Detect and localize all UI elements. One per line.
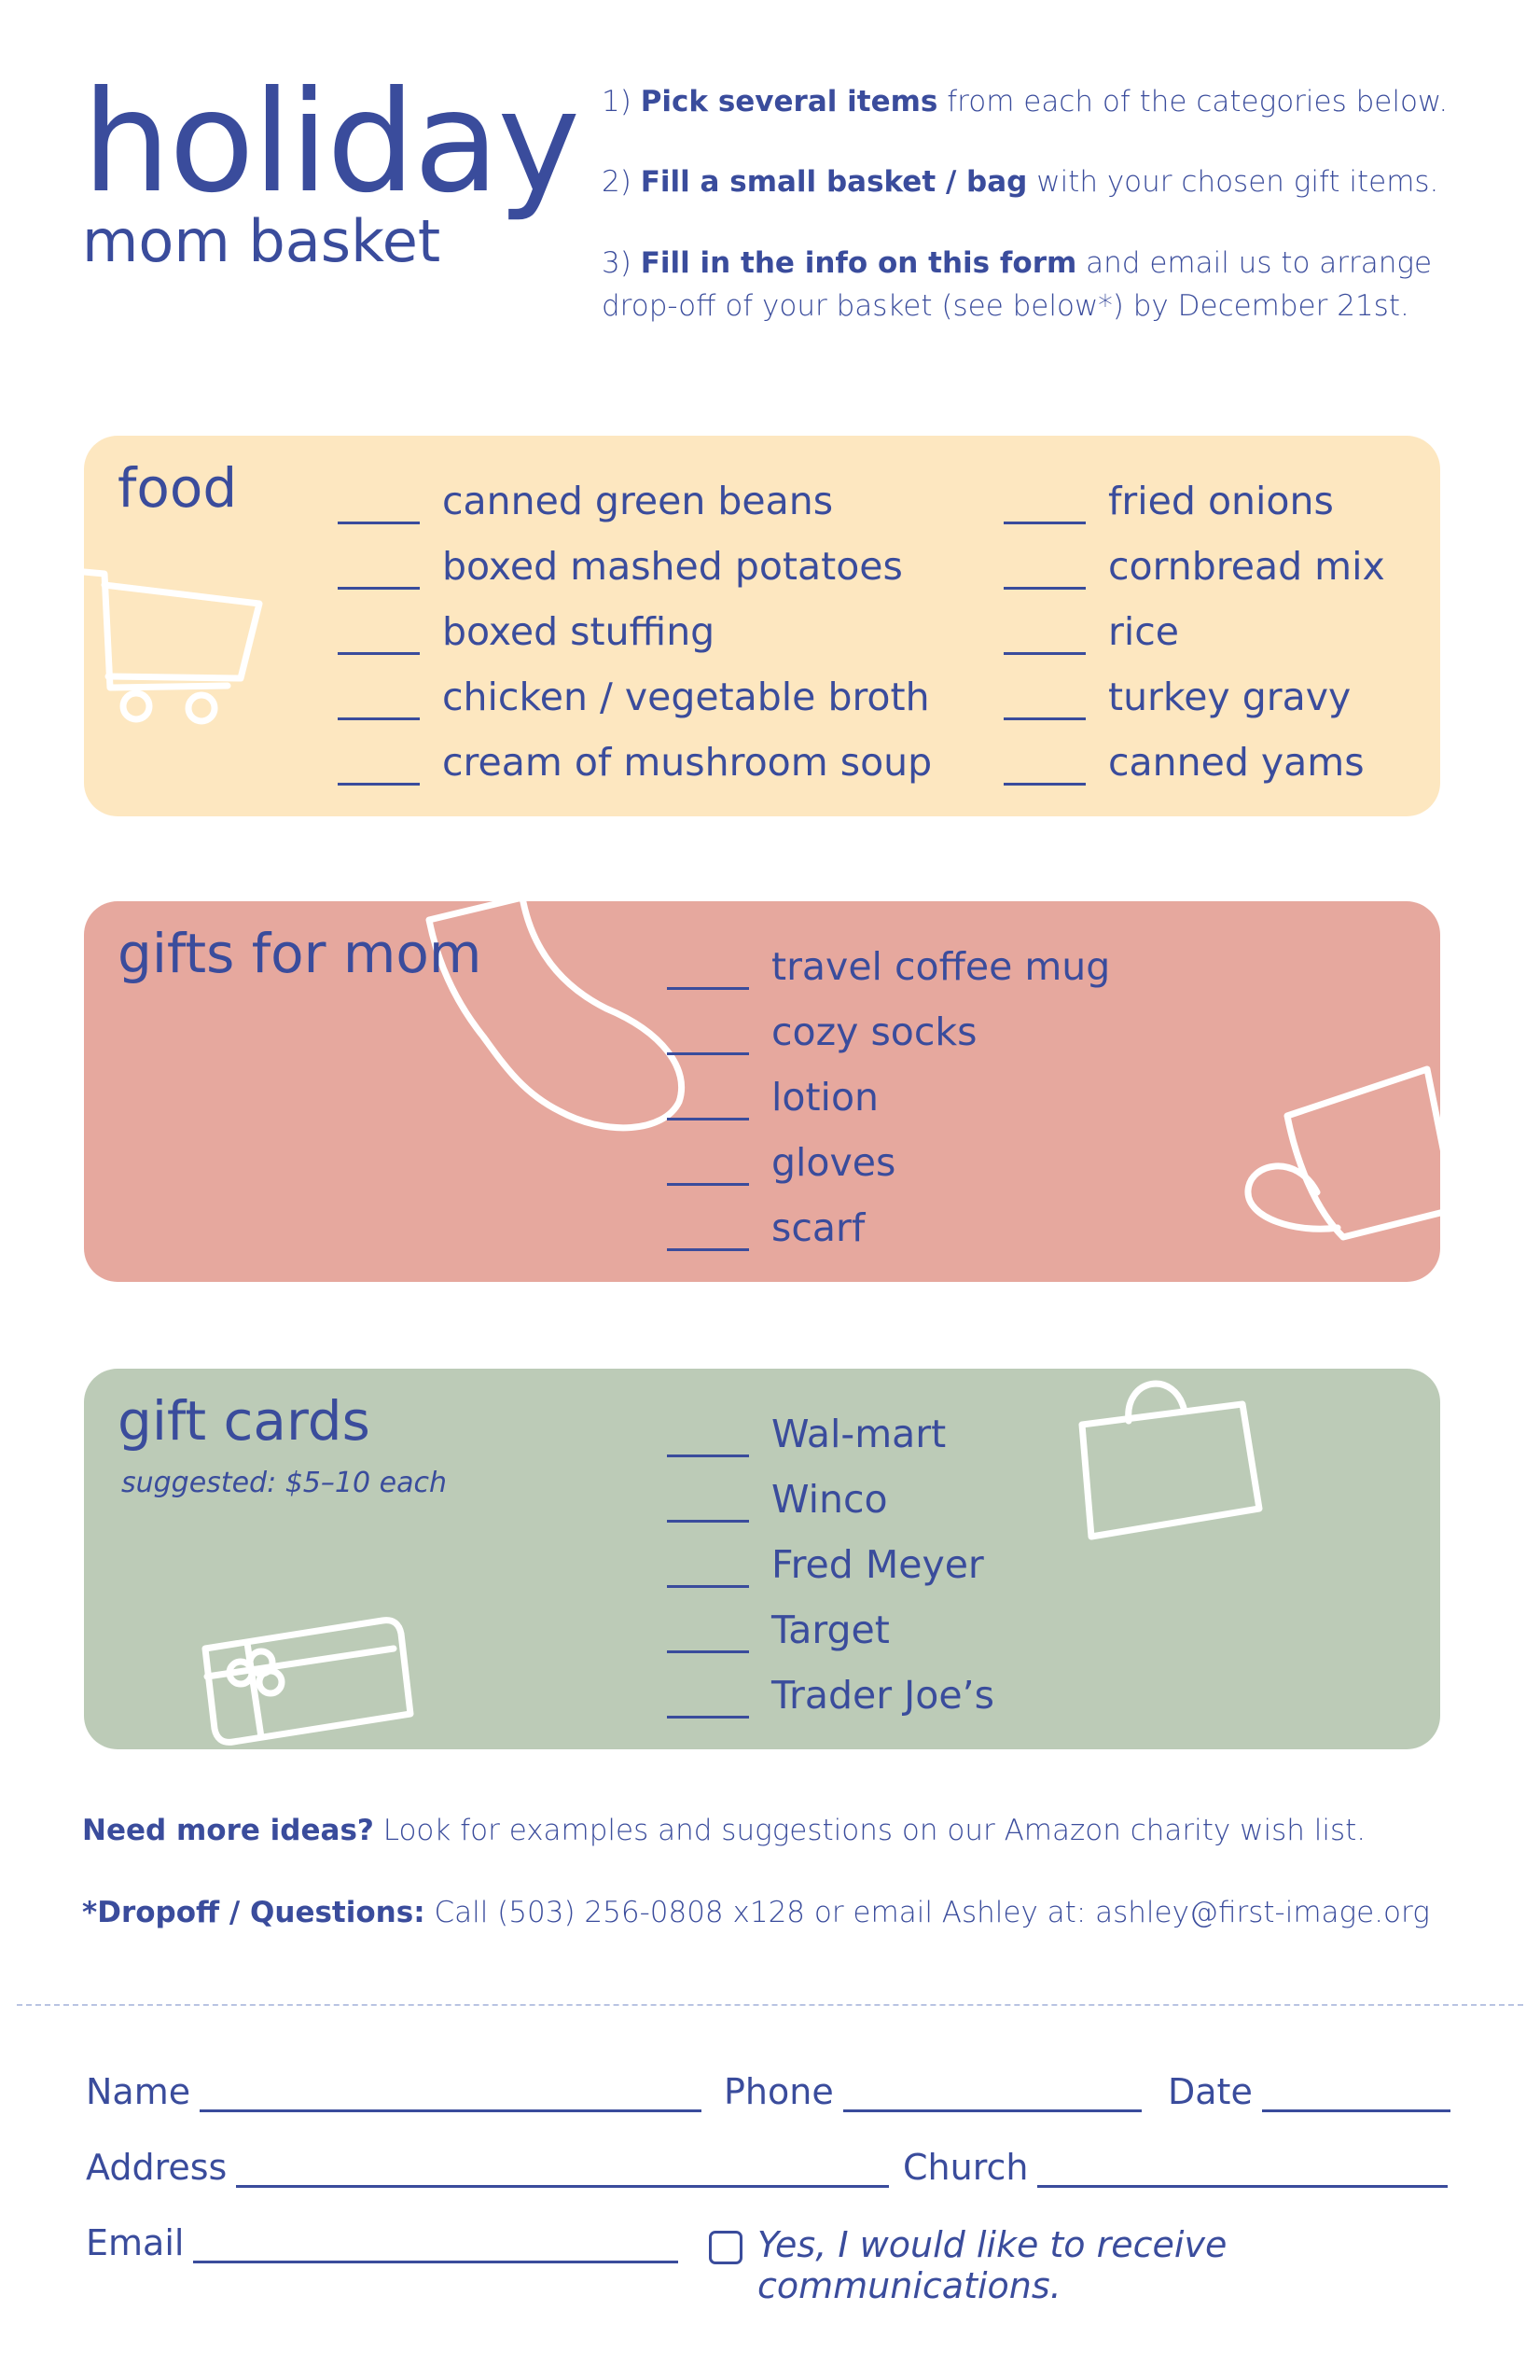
item-label: Wal-mart — [771, 1412, 947, 1456]
item-label: cornbread mix — [1108, 544, 1385, 589]
list-item[interactable] — [667, 1392, 994, 1457]
page-title: holiday — [82, 62, 579, 224]
name-field[interactable] — [86, 2071, 701, 2112]
instruction-number: 1) — [602, 85, 631, 118]
gift-cards-title: gift cards — [118, 1389, 370, 1453]
cut-line-divider — [17, 2004, 1523, 2006]
more-ideas-note — [82, 1814, 1366, 1847]
date-field[interactable] — [1168, 2071, 1450, 2112]
phone-label: Phone — [724, 2071, 834, 2112]
list-item[interactable] — [338, 655, 932, 720]
instruction-text: and email us to arrange drop-off of your basket (see below*) by December 21st. — [602, 246, 1433, 323]
instruction-text: with your chosen gift items. — [1027, 165, 1439, 199]
date-input-line[interactable] — [1262, 2075, 1450, 2112]
more-ideas-bold: Need more ideas? — [82, 1814, 374, 1847]
mug-icon — [1241, 1051, 1440, 1246]
instruction-number: 3) — [602, 246, 631, 280]
item-label: cozy socks — [771, 1009, 978, 1054]
item-label: travel coffee mug — [771, 944, 1111, 989]
gift-cards-note: suggested: $5–10 each — [121, 1467, 447, 1499]
email-input-line[interactable] — [193, 2226, 678, 2263]
more-ideas-text: Look for examples and suggestions on our Amazon charity wish list. — [373, 1814, 1367, 1847]
dropoff-note — [82, 1896, 1430, 1929]
phone-input-line[interactable] — [843, 2075, 1142, 2112]
instruction-text: from each of the categories below. — [937, 85, 1449, 118]
gift-cards-list — [667, 1392, 994, 1719]
gifts-title: gifts for mom — [118, 922, 482, 985]
list-item[interactable] — [338, 590, 932, 655]
church-label: Church — [903, 2147, 1029, 2188]
name-input-line[interactable] — [200, 2075, 701, 2112]
check-blank[interactable] — [667, 1482, 749, 1523]
food-list-right — [1004, 459, 1385, 786]
shopping-bag-icon — [1073, 1369, 1287, 1546]
list-item[interactable] — [667, 1653, 994, 1719]
check-blank[interactable] — [1004, 549, 1086, 590]
check-blank[interactable] — [667, 1210, 749, 1251]
list-item[interactable] — [667, 1055, 1110, 1120]
list-item[interactable] — [667, 1588, 994, 1653]
check-blank[interactable] — [667, 1612, 749, 1653]
communications-checkbox[interactable] — [709, 2231, 742, 2264]
item-label: chicken / vegetable broth — [442, 675, 930, 719]
church-input-line[interactable] — [1037, 2150, 1448, 2188]
check-blank[interactable] — [338, 745, 420, 786]
gifts-list — [667, 925, 1110, 1251]
gift-cards-section — [84, 1369, 1440, 1749]
list-item[interactable] — [338, 459, 932, 524]
address-field[interactable] — [86, 2147, 889, 2188]
list-item[interactable] — [667, 1457, 994, 1523]
food-section — [84, 436, 1440, 816]
list-item[interactable] — [667, 925, 1110, 990]
communications-optin-label: Yes, I would like to receive communications. — [757, 2224, 1228, 2306]
instruction-bold: Fill a small basket / bag — [640, 165, 1028, 199]
list-item[interactable] — [1004, 590, 1385, 655]
item-label: gloves — [771, 1140, 896, 1185]
instruction-1 — [602, 80, 1478, 123]
list-item[interactable] — [1004, 655, 1385, 720]
check-blank[interactable] — [338, 614, 420, 655]
list-item[interactable] — [667, 1120, 1110, 1186]
item-label: boxed stuffing — [442, 609, 715, 654]
food-title: food — [118, 456, 238, 520]
check-blank[interactable] — [667, 1416, 749, 1457]
item-label: cream of mushroom soup — [442, 740, 933, 785]
address-input-line[interactable] — [236, 2150, 889, 2188]
item-label: Winco — [771, 1477, 888, 1522]
shopping-cart-icon — [84, 566, 267, 725]
list-item[interactable] — [1004, 720, 1385, 786]
item-label: lotion — [771, 1075, 880, 1120]
check-blank[interactable] — [338, 549, 420, 590]
instruction-3 — [602, 242, 1478, 327]
item-label: Target — [771, 1608, 890, 1652]
check-blank[interactable] — [338, 483, 420, 524]
check-blank[interactable] — [667, 1677, 749, 1719]
item-label: canned yams — [1108, 740, 1365, 785]
check-blank[interactable] — [1004, 745, 1086, 786]
item-label: Trader Joe’s — [771, 1673, 994, 1718]
check-blank[interactable] — [1004, 483, 1086, 524]
check-blank[interactable] — [338, 679, 420, 720]
list-item[interactable] — [1004, 459, 1385, 524]
name-label: Name — [86, 2071, 191, 2112]
check-blank[interactable] — [667, 1079, 749, 1120]
instruction-number: 2) — [602, 165, 631, 199]
list-item[interactable] — [667, 990, 1110, 1055]
item-label: canned green beans — [442, 479, 834, 523]
gift-card-icon — [196, 1611, 420, 1749]
page-subtitle: mom basket — [82, 207, 441, 275]
phone-field[interactable] — [724, 2071, 1142, 2112]
item-label: fried onions — [1108, 479, 1334, 523]
list-item[interactable] — [667, 1523, 994, 1588]
email-label: Email — [86, 2222, 185, 2263]
address-label: Address — [86, 2147, 228, 2188]
check-blank[interactable] — [667, 1145, 749, 1186]
list-item[interactable] — [338, 524, 932, 590]
item-label: Fred Meyer — [771, 1542, 984, 1587]
check-blank[interactable] — [667, 949, 749, 990]
check-blank[interactable] — [667, 1547, 749, 1588]
check-blank[interactable] — [1004, 679, 1086, 720]
dropoff-text: Call (503) 256-0808 x128 or email Ashley at: ashley@first-image.org — [424, 1896, 1430, 1929]
dropoff-bold: *Dropoff / Questions: — [82, 1896, 425, 1929]
check-blank[interactable] — [667, 1014, 749, 1055]
food-list-left — [338, 459, 932, 786]
email-field[interactable] — [86, 2222, 678, 2263]
item-label: boxed mashed potatoes — [442, 544, 903, 589]
item-label: rice — [1108, 609, 1180, 654]
list-item[interactable] — [338, 720, 932, 786]
instruction-bold: Fill in the info on this form — [640, 246, 1077, 280]
date-label: Date — [1168, 2071, 1253, 2112]
item-label: turkey gravy — [1108, 675, 1352, 719]
instruction-2 — [602, 160, 1478, 203]
list-item[interactable] — [1004, 524, 1385, 590]
check-blank[interactable] — [1004, 614, 1086, 655]
church-field[interactable] — [903, 2147, 1448, 2188]
list-item[interactable] — [667, 1186, 1110, 1251]
item-label: scarf — [771, 1205, 866, 1250]
instruction-bold: Pick several items — [640, 85, 938, 118]
gifts-section — [84, 901, 1440, 1282]
